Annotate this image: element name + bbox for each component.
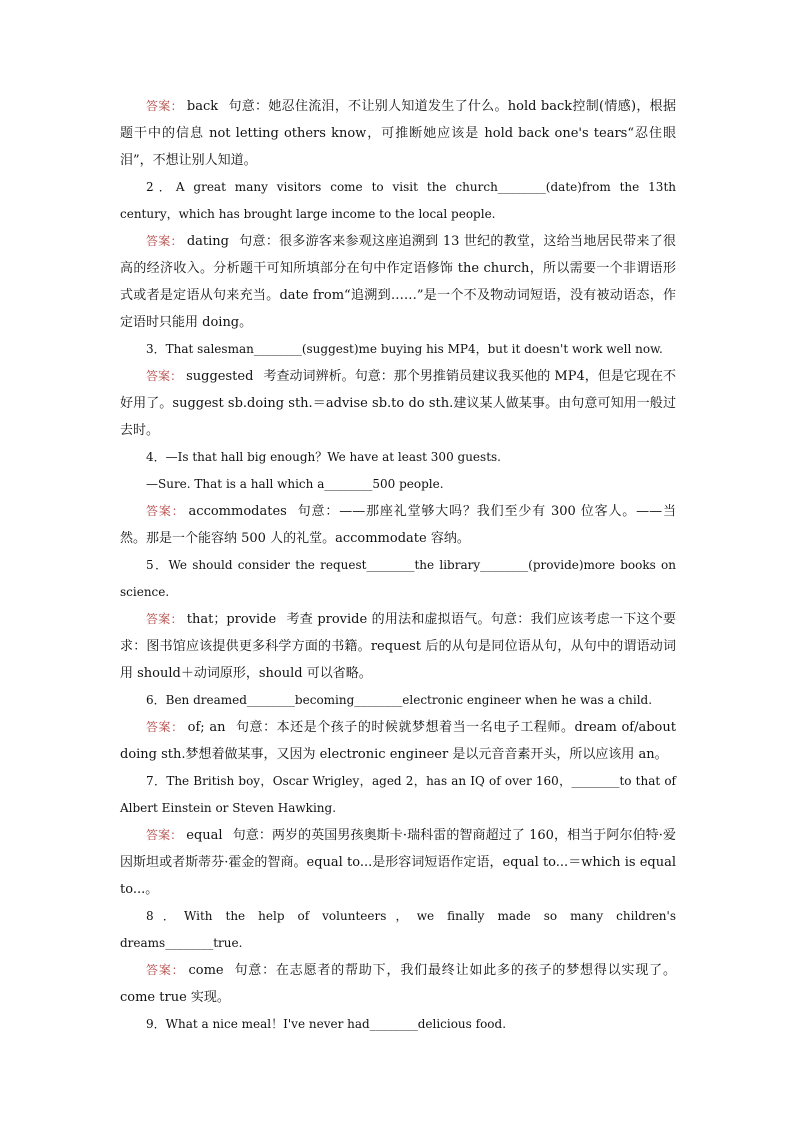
question-7: 7．The British boy，Oscar Wrigley，aged 2，has an IQ of over 160，________to that of Albert Einstein or Steven Hawking.: [120, 774, 676, 815]
answer-text: come: [188, 963, 224, 978]
answer-text: of; an: [187, 720, 226, 735]
question-8: 8．With the help of volunteers，we finally made so many children's dreams________true.: [120, 909, 676, 950]
explanation-text: 句意：两岁的英国男孩奥斯卡·瑞科雷的智商超过了 160，相当于阿尔伯特·爱因斯坦或者斯蒂芬·霍金的智商。equal to...是形容词短语作定语，equal to...＝which is equal to...。: [120, 828, 676, 897]
explanation-text: 句意：本还是个孩子的时候就梦想着当一名电子工程师。dream of/about doing sth.梦想着做某事，又因为 electronic engineer 是以元音音素开头，所以应该用 an。: [120, 720, 676, 762]
question-9: 9．What a nice meal！I've never had________delicious food.: [146, 1017, 507, 1031]
answer-label: 答案：: [146, 828, 183, 842]
answer-5: [120, 606, 676, 687]
explanation-text: 句意：——那座礼堂够大吗？我们至少有 300 位客人。——当然。那是一个能容纳 500 人的礼堂。accommodate 容纳。: [120, 504, 676, 546]
question-4: 4．—Is that hall big enough？We have at least 300 guests.: [146, 450, 501, 464]
explanation-text: 句意：她忍住流泪，不让别人知道发生了什么。hold back控制(情感)，根据题干中的信息 not letting others know，可推断她应该是 hold back one's tears“忍住眼泪”，不想让别人知道。: [120, 99, 676, 168]
answer-text: equal: [186, 828, 223, 843]
answer-text: accommodates: [188, 504, 287, 519]
answer-label: 答案：: [146, 234, 183, 248]
explanation-text: 句意：在志愿者的帮助下，我们最终让如此多的孩子的梦想得以实现了。come true 实现。: [120, 963, 676, 1005]
document-page: [120, 93, 676, 1038]
answer-label: 答案：: [146, 369, 183, 383]
answer-6: [120, 714, 676, 768]
answer-1: [120, 93, 676, 174]
answer-2: [120, 228, 676, 336]
answer-text: suggested: [186, 369, 254, 384]
answer-label: 答案：: [146, 720, 184, 734]
answer-text: back: [186, 99, 219, 114]
answer-text: that；provide: [186, 612, 277, 627]
question-3: 3．That salesman________(suggest)me buying his MP4，but it doesn't work well now.: [146, 342, 663, 356]
question-2: 2．A great many visitors come to visit the church________(date)from the 13th century，which has brought large income to the local people.: [120, 180, 676, 221]
question-5: 5．We should consider the request________the library________(provide)more books on science.: [120, 558, 676, 599]
answer-label: 答案：: [146, 504, 185, 518]
explanation-text: 考查动词辨析。句意：那个男推销员建议我买他的 MP4，但是它现在不好用了。suggest sb.doing sth.＝advise sb.to do sth.建议某人做某事。由句意可知用一般过去时。: [120, 369, 676, 438]
answer-label: 答案：: [146, 612, 183, 626]
answer-text: dating: [186, 234, 229, 249]
explanation-text: 考查 provide 的用法和虚拟语气。句意：我们应该考虑一下这个要求：图书馆应该提供更多科学方面的书籍。request 后的从句是同位语从句，从句中的谓语动词用 should＋动词原形，should 可以省略。: [120, 612, 676, 681]
answer-label: 答案：: [146, 99, 183, 113]
answer-4: [120, 498, 676, 552]
answer-3: [120, 363, 676, 444]
answer-8: [120, 957, 676, 1011]
answer-7: [120, 822, 676, 903]
answer-label: 答案：: [146, 963, 185, 977]
question-6: 6．Ben dreamed________becoming________electronic engineer when he was a child.: [146, 693, 653, 707]
question-4-reply: —Sure. That is a hall which a________500 people.: [146, 477, 444, 491]
explanation-text: 句意：很多游客来参观这座追溯到 13 世纪的教堂，这给当地居民带来了很高的经济收入。分析题干可知所填部分在句中作定语修饰 the church，所以需要一个非谓语形式或者是定语从句来充当。date from“追溯到……”是一个不及物动词短语，没有被动语态，作定语时只能用 doing。: [120, 234, 676, 330]
